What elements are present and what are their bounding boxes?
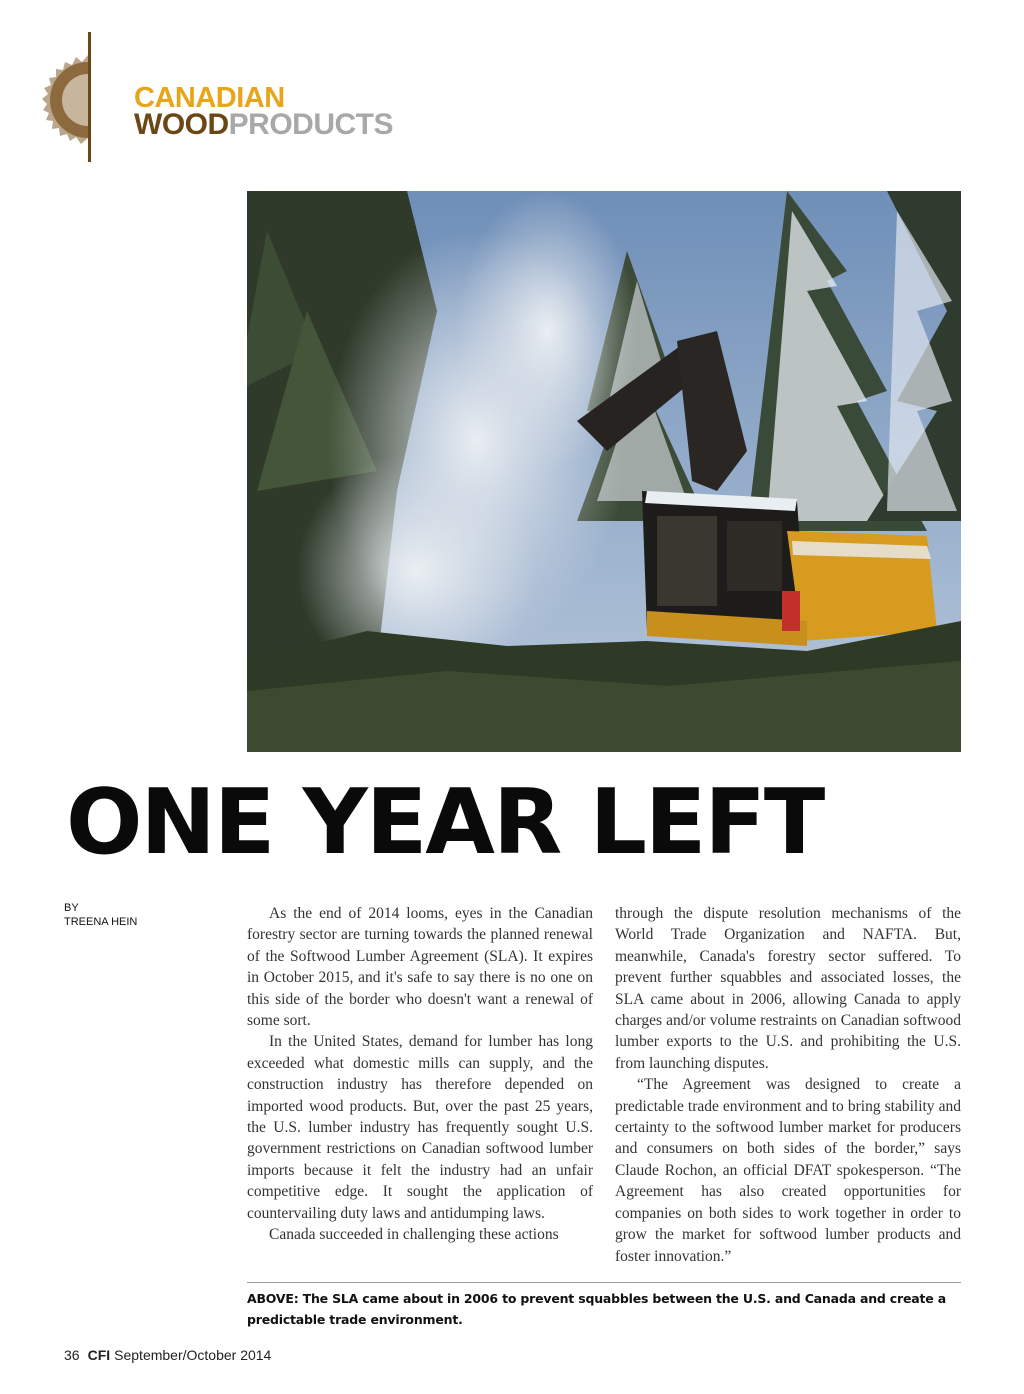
- page-folio: [64, 1347, 271, 1363]
- publication-name: CFI: [87, 1347, 111, 1363]
- byline-author: TREENA HEIN: [64, 916, 138, 928]
- logo-text-wood: WOOD: [134, 108, 229, 141]
- body-column-2: [615, 903, 961, 1267]
- caption-divider: [247, 1282, 961, 1283]
- article-headline: ONE YEAR LEFT: [66, 770, 824, 875]
- body-paragraph: As the end of 2014 looms, eyes in the Canadian forestry sector are turning towards the planned renewal of the Softwood Lumber Agreement (SLA). It expires in October 2015, and it's safe to say there is no one on this side of the border who doesn't want a renewal of some sort.: [247, 905, 593, 1030]
- feature-photo: [247, 191, 961, 752]
- body-paragraph: “The Agreement was designed to create a predictable trade environment and to bring stability and certainty to the softwood lumber market for producers and consumers on both sides of the border,” says Claude Rochon, an official DFAT spokesperson. “The Agreement has also created opportunities for companies on both sides to work together in order to grow the market for softwood lumber products and foster innovation.”: [615, 1076, 961, 1265]
- logo-text-woodproducts: [134, 108, 393, 142]
- section-logo: [38, 30, 393, 165]
- photo-caption: ABOVE: The SLA came about in 2006 to prevent squabbles between the U.S. and Canada and create a predictable trade environment.: [247, 1291, 946, 1327]
- body-paragraph: through the dispute resolution mechanisms of the World Trade Organization and NAFTA. But, meanwhile, Canada's forestry sector suffered. To prevent further squabbles and associated losses, the SLA came about in 2006, allowing Canada to apply charges and/or volume restraints on Canadian softwood lumber exports to the U.S. and prohibiting the U.S. from launching disputes.: [615, 905, 961, 1072]
- body-paragraph: Canada succeeded in challenging these actions: [269, 1226, 559, 1244]
- logo-text-products: PRODUCTS: [228, 108, 393, 141]
- byline: [64, 901, 137, 929]
- byline-by: BY: [64, 902, 79, 914]
- logo-text-canadian: CANADIAN: [134, 82, 285, 114]
- page-number: 36: [64, 1347, 80, 1363]
- body-paragraph: In the United States, demand for lumber has long exceeded what domestic mills can supply, and the construction industry has therefore depended on imported wood products. But, over the past 25 years, the U.S. lumber industry has frequently sought U.S. government restrictions on Canadian softwood lumber imports because it felt the industry had an unfair competitive edge. It sought the application of countervailing duty laws and antidumping laws.: [247, 1033, 593, 1222]
- saw-blade-icon: [38, 30, 98, 165]
- issue-date: September/October 2014: [114, 1347, 272, 1363]
- body-column-1: [247, 903, 593, 1246]
